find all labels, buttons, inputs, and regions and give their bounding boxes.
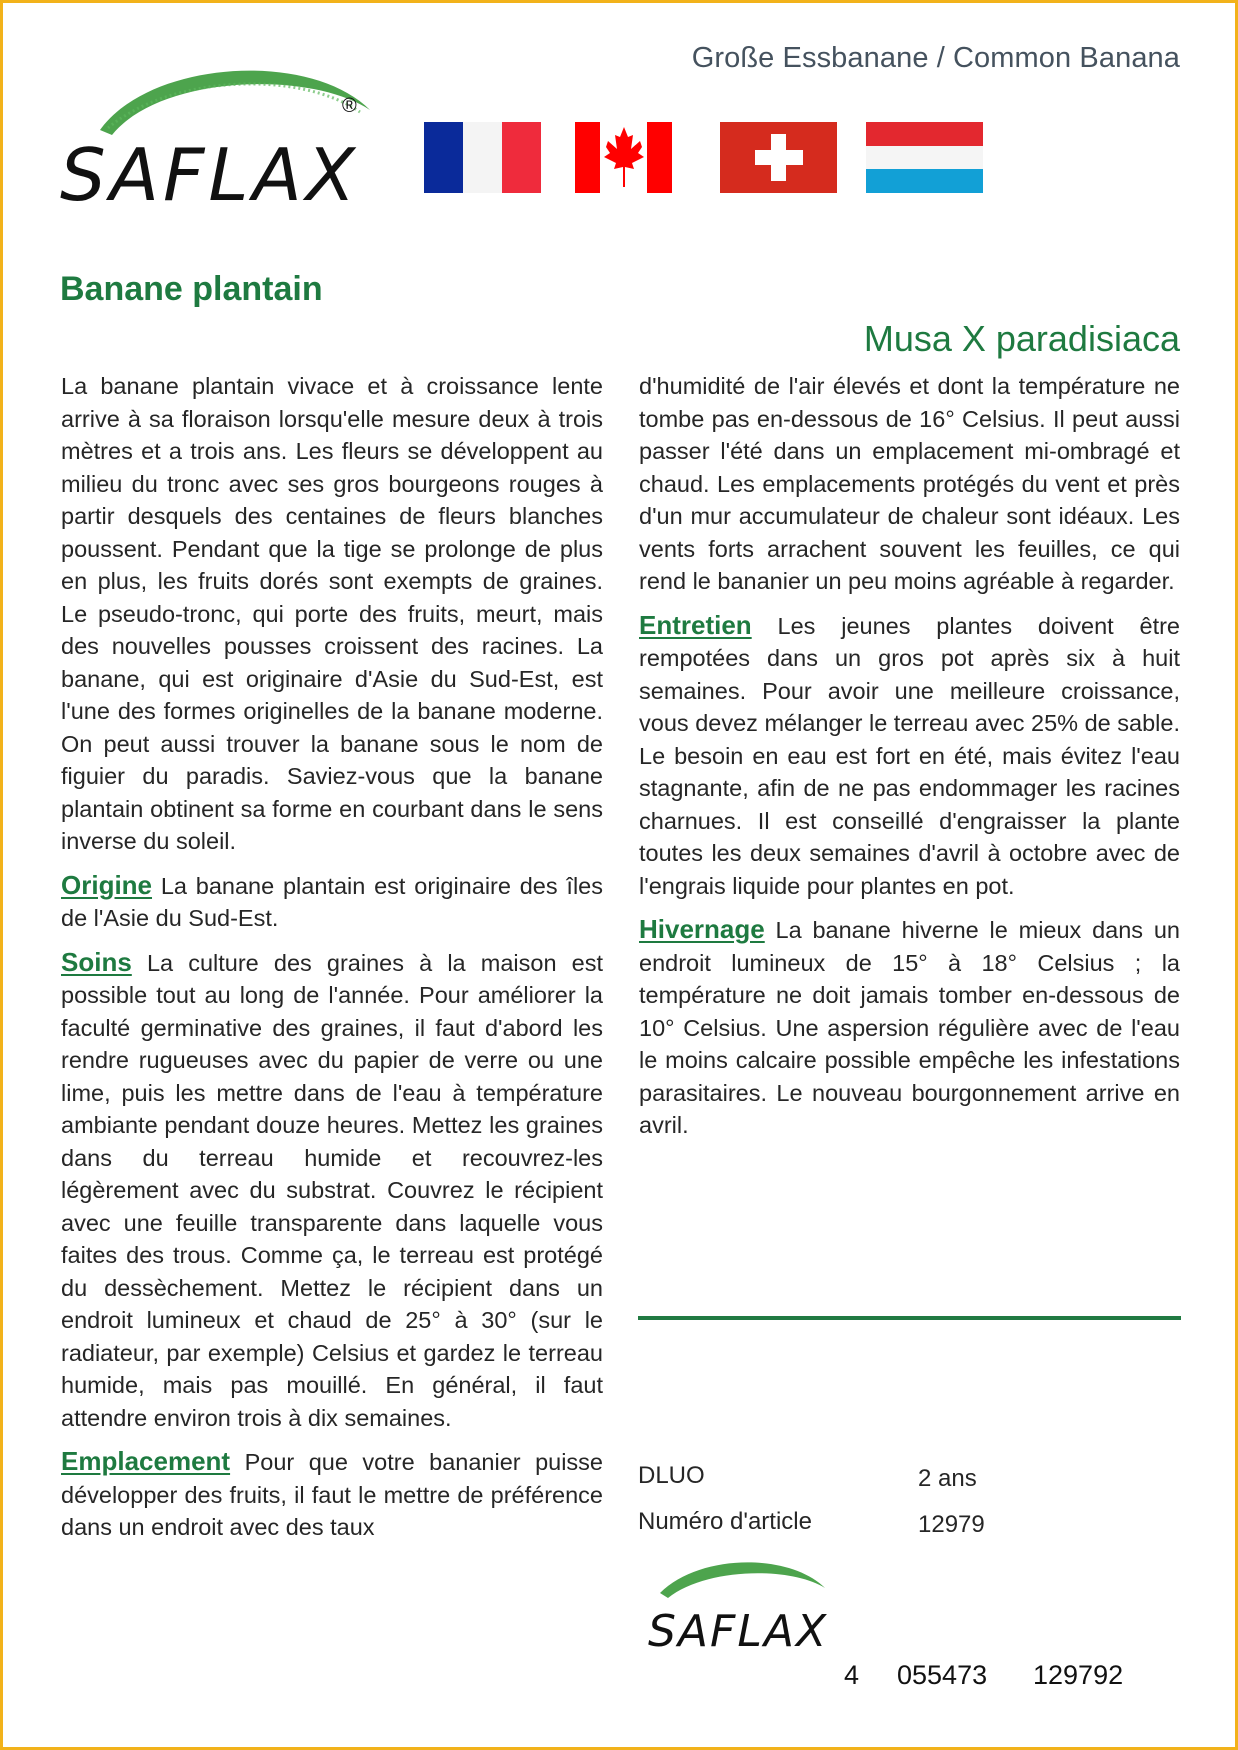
saflax-logo-small bbox=[640, 1548, 850, 1656]
article-number-value: 12979 bbox=[918, 1511, 985, 1538]
section-text-entretien: Les jeunes plantes doivent être rempotées dans un gros pot après six à huit semaines. Pour avoir une meilleure croissance, vous devez mélanger le terreau avec 25% de sable. Le besoin en eau est fort en été, mais évitez l'eau stagnante, afin de ne pas endommager les racines charnues. Il est conseillé d'engraisser la plante toutes les deux semaines d'avril à octobre avec de l'engrais liquide pour plantes en pot. bbox=[639, 612, 1180, 899]
saflax-logo bbox=[60, 40, 415, 210]
logo-text: SAFLAX bbox=[60, 133, 360, 210]
section-emplacement bbox=[61, 1445, 603, 1544]
barcode-group-left: 055473 bbox=[897, 1660, 988, 1690]
dluo-value: 2 ans bbox=[918, 1465, 977, 1492]
latin-name: Musa X paradisiaca bbox=[863, 318, 1180, 359]
section-text-soins: La culture des graines à la maison est possible tout au long de l'année. Pour améliorer la faculté germinative des graines, il faut d'abord les rendre rugueuses avec du papier de verre ou une lime, puis les mettre dans de l'eau à température ambiante pendant douze heures. Mettez les graines dans du terreau humide et recouvrez-les légèrement avec du substrat. Couvrez le récipient avec une feuille transparente dans laquelle vous faites des trous. Comme ça, le terreau est protégé du dessèchement. Mettez le récipient dans un endroit lumineux et chaud de 25° à 30° (sur le radiateur, par exemple) Celsius et gardez le terreau humide, mais pas mouillé. En général, il faut attendre environ trois à dix semaines. bbox=[61, 949, 603, 1431]
dluo-label: DLUO bbox=[638, 1462, 705, 1489]
section-origine bbox=[61, 869, 603, 935]
flag-luxembourg-icon bbox=[866, 122, 983, 193]
leaf-swoosh-icon bbox=[100, 71, 370, 135]
section-heading-entretien: Entretien bbox=[639, 609, 752, 640]
section-heading-soins: Soins bbox=[61, 946, 132, 977]
section-entretien bbox=[639, 609, 1180, 903]
section-text-hivernage: La banane hiverne le mieux dans un endroit lumineux de 15° à 18° Celsius ; la température ne doit jamais tomber en-dessous de 10° Celsius. Une aspersion régulière avec de l'eau le moins calcaire possible empêche les infestations parasitaires. Le nouveau bourgonnement arrive en avril. bbox=[639, 917, 1180, 1138]
description-column-left bbox=[61, 370, 603, 1555]
section-soins bbox=[61, 946, 603, 1435]
green-divider bbox=[638, 1316, 1181, 1320]
section-text-origine: La banane plantain est originaire des îles de l'Asie du Sud-Est. bbox=[61, 872, 603, 931]
common-name-subtitle: Große Essbanane / Common Banana bbox=[691, 42, 1180, 74]
section-heading-hivernage: Hivernage bbox=[639, 914, 765, 944]
registered-mark: ® bbox=[342, 95, 357, 117]
ean-barcode bbox=[880, 1547, 1180, 1662]
maple-leaf-icon bbox=[604, 127, 644, 189]
description-column-right bbox=[639, 370, 1180, 1153]
article-number-label: Numéro d'article bbox=[638, 1508, 812, 1535]
section-heading-origine: Origine bbox=[61, 869, 153, 900]
section-hivernage bbox=[639, 913, 1180, 1142]
section-heading-emplacement: Emplacement bbox=[61, 1446, 231, 1476]
leaf-swoosh-icon bbox=[660, 1562, 825, 1598]
logo-text: SAFLAX bbox=[648, 1606, 829, 1656]
barcode-digit-first: 4 bbox=[844, 1660, 860, 1690]
barcode-group-right: 129792 bbox=[1033, 1660, 1124, 1690]
product-title: Banane plantain bbox=[60, 270, 323, 308]
intro-paragraph: La banane plantain vivace et à croissance lente arrive à sa floraison lorsqu'elle mesure deux à trois mètres et a trois ans. Les fleurs se développent au milieu du tronc avec ses gros bourgeons rouges à partir desquels des centaines de fleurs blanches poussent. Pendant que la tige se prolonge de plus en plus, les fruits dorés sont exempts de graines. Le pseudo-tronc, qui porte des fruits, meurt, mais des nouvelles pousses croissent des racines. La banane, qui est originaire d'Asie du Sud-Est, est l'une des formes originelles de la banane moderne. On peut aussi trouver la banane sous le nom de figuier du paradis. Saviez-vous que la banane plantain obtinent sa forme en courbant dans le sens inverse du soleil. bbox=[61, 373, 603, 854]
flag-france-icon bbox=[424, 122, 541, 193]
flag-canada-icon bbox=[575, 122, 672, 193]
flag-switzerland-icon bbox=[720, 122, 837, 193]
section-text-emplacement-start: Pour que votre bananier puisse développer des fruits, il faut le mettre de préférence dans un endroit avec des taux bbox=[61, 1449, 604, 1540]
section-emplacement-continued: d'humidité de l'air élevés et dont la température ne tombe pas en-dessous de 16° Celsius. Il peut aussi passer l'été dans un emplacement mi-ombragé et chaud. Les emplacements protégés du vent et près d'un mur accumulateur de chaleur sont idéaux. Les vents forts arrachent souvent les feuilles, ce qui rend le bananier un peu moins agréable à regarder. bbox=[639, 373, 1180, 594]
